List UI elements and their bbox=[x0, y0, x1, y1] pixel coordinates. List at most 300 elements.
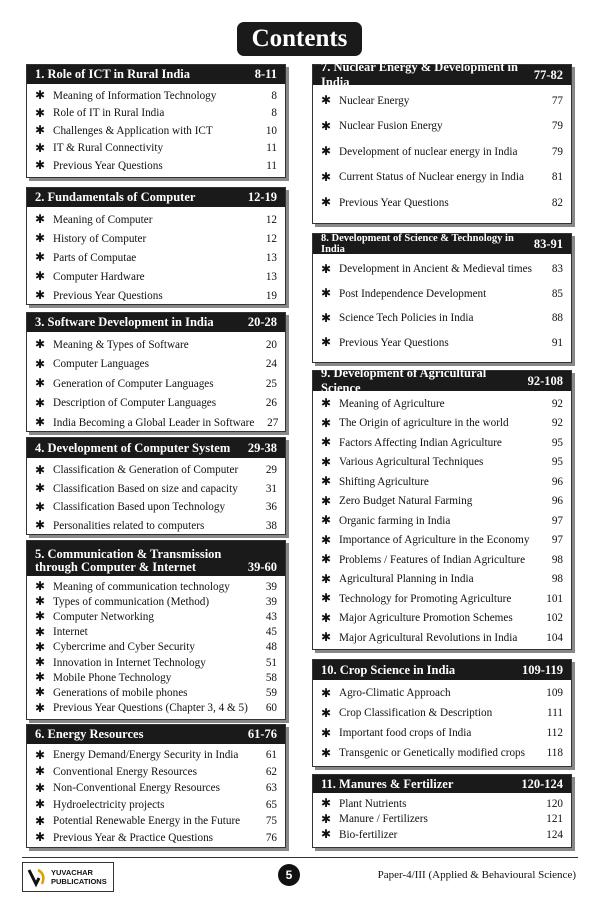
toc-entry-title: Current Status of Nuclear energy in India bbox=[339, 171, 524, 184]
bullet-icon: ✱ bbox=[321, 630, 332, 645]
toc-entry-title: Manure / Fertilizers bbox=[339, 813, 428, 826]
chapter-page-range: 120-124 bbox=[521, 776, 563, 791]
toc-entry-page: 121 bbox=[546, 813, 563, 826]
bullet-icon: ✱ bbox=[35, 518, 46, 533]
chapter-header bbox=[27, 188, 285, 207]
chapter-title: 11. Manures & Fertilizer bbox=[321, 776, 454, 791]
chapter-title: 7. Nuclear Energy & Development in India bbox=[321, 60, 518, 89]
toc-entry-page: 62 bbox=[265, 765, 277, 778]
bullet-icon: ✱ bbox=[321, 396, 332, 411]
publisher-logo bbox=[22, 862, 114, 892]
toc-entry-page: 88 bbox=[551, 312, 563, 325]
bullet-icon: ✱ bbox=[321, 685, 332, 700]
toc-entry-title: Personalities related to computers bbox=[53, 519, 205, 532]
toc-entry bbox=[35, 413, 277, 433]
toc-entry-page: 24 bbox=[265, 358, 277, 371]
toc-entry-title: Previous Year Questions (Chapter 3, 4 & 5) bbox=[53, 702, 248, 715]
toc-entry-page: 10 bbox=[265, 124, 277, 137]
toc-entry bbox=[321, 827, 563, 843]
toc-entry-title: India Becoming a Global Leader in Software bbox=[53, 416, 255, 429]
toc-entry-title: Nuclear Fusion Energy bbox=[339, 120, 443, 133]
toc-entry bbox=[35, 609, 277, 624]
toc-entry bbox=[35, 229, 277, 248]
bullet-icon: ✱ bbox=[321, 435, 332, 450]
toc-entry-title: Computer Networking bbox=[53, 610, 154, 623]
toc-entry-title: Zero Budget Natural Farming bbox=[339, 495, 473, 508]
bullet-icon: ✱ bbox=[35, 88, 46, 103]
bullet-icon: ✱ bbox=[35, 624, 46, 639]
bullet-icon: ✱ bbox=[35, 780, 46, 795]
toc-entry bbox=[321, 282, 563, 307]
toc-entry-page: 104 bbox=[546, 631, 563, 644]
bullet-icon: ✱ bbox=[321, 286, 332, 301]
toc-entry bbox=[35, 830, 277, 847]
toc-entry bbox=[35, 797, 277, 814]
toc-entry-title: Important food crops of India bbox=[339, 727, 472, 739]
bullet-icon: ✱ bbox=[35, 288, 46, 302]
toc-entry-page: 48 bbox=[265, 641, 277, 654]
toc-entry-title: Technology for Promoting Agriculture bbox=[339, 592, 512, 605]
toc-entry-title: Development in Ancient & Medieval times bbox=[339, 263, 532, 276]
bullet-icon: ✱ bbox=[321, 827, 332, 842]
toc-entry-page: 97 bbox=[551, 534, 563, 547]
toc-entry-page: 98 bbox=[551, 553, 563, 566]
bullet-icon: ✱ bbox=[35, 639, 46, 654]
toc-entry bbox=[35, 764, 277, 781]
left-section-1 bbox=[26, 64, 286, 178]
toc-entry bbox=[35, 374, 277, 394]
bullet-icon: ✱ bbox=[35, 356, 46, 371]
toc-entry-page: 58 bbox=[265, 671, 277, 684]
toc-entry-page: 26 bbox=[265, 397, 277, 410]
toc-entry-page: 77 bbox=[551, 94, 563, 107]
toc-entry bbox=[321, 88, 563, 114]
toc-entry-title: Classification Based upon Technology bbox=[53, 501, 226, 514]
left-section-5 bbox=[26, 540, 286, 720]
toc-entry-title: Previous Year Questions bbox=[53, 159, 163, 172]
bullet-icon: ✱ bbox=[35, 594, 46, 609]
bullet-icon: ✱ bbox=[35, 395, 46, 410]
toc-entry-title: Meaning of Information Technology bbox=[53, 89, 217, 102]
bullet-icon: ✱ bbox=[321, 811, 332, 826]
toc-entry bbox=[321, 531, 563, 551]
toc-entry bbox=[321, 589, 563, 609]
toc-entry-page: 11 bbox=[266, 159, 277, 172]
chapter-header bbox=[313, 775, 571, 793]
toc-entry-page: 92 bbox=[551, 397, 563, 410]
toc-entry-title: Previous Year & Practice Questions bbox=[53, 831, 214, 844]
right-section-1 bbox=[312, 60, 572, 224]
toc-entry bbox=[321, 796, 563, 812]
logo-icon bbox=[26, 866, 48, 888]
toc-entry bbox=[35, 105, 277, 123]
toc-entry-title: Bio-fertilizer bbox=[339, 828, 398, 841]
toc-entry bbox=[321, 609, 563, 629]
toc-entry bbox=[35, 498, 277, 517]
toc-entry-page: 59 bbox=[265, 686, 277, 699]
toc-entry bbox=[35, 248, 277, 267]
bullet-icon: ✱ bbox=[321, 335, 332, 350]
bullet-icon: ✱ bbox=[321, 705, 332, 720]
toc-entry-page: 92 bbox=[551, 417, 563, 430]
toc-entry-page: 76 bbox=[265, 831, 277, 844]
toc-entry bbox=[35, 210, 277, 229]
bullet-icon: ✱ bbox=[35, 337, 46, 352]
page-title: Contents bbox=[237, 22, 362, 56]
toc-entry-page: 25 bbox=[265, 377, 277, 390]
toc-entry bbox=[35, 355, 277, 375]
toc-entry bbox=[35, 640, 277, 655]
toc-entry bbox=[321, 331, 563, 356]
toc-entry-page: 13 bbox=[265, 270, 277, 283]
toc-entry-title: Crop Classification & Description bbox=[339, 707, 493, 719]
toc-entry-title: Problems / Features of Indian Agriculture bbox=[339, 553, 526, 566]
toc-entry-page: 60 bbox=[265, 702, 277, 715]
toc-entry-title: Parts of Computae bbox=[53, 251, 137, 264]
chapter-header bbox=[27, 313, 285, 332]
bullet-icon: ✱ bbox=[321, 118, 332, 133]
right-section-5 bbox=[312, 774, 572, 848]
bullet-icon: ✱ bbox=[321, 144, 332, 159]
toc-entry-page: 81 bbox=[551, 171, 563, 184]
toc-entry bbox=[321, 511, 563, 531]
chapter-header bbox=[27, 65, 285, 84]
toc-entry-title: Plant Nutrients bbox=[339, 797, 407, 810]
toc-entry-page: 79 bbox=[551, 145, 563, 158]
bullet-icon: ✱ bbox=[321, 195, 332, 210]
toc-entry bbox=[35, 157, 277, 175]
toc-entry-page: 112 bbox=[546, 727, 563, 739]
toc-entry-title: Cybercrime and Cyber Security bbox=[53, 641, 195, 654]
toc-entry bbox=[321, 139, 563, 165]
toc-entry-title: Challenges & Application with ICT bbox=[53, 124, 213, 137]
bullet-icon: ✱ bbox=[35, 269, 46, 283]
bullet-icon: ✱ bbox=[35, 813, 46, 828]
toc-entry-title: Organic farming in India bbox=[339, 514, 451, 527]
toc-entry-page: 96 bbox=[551, 495, 563, 508]
toc-entry-page: 51 bbox=[265, 656, 277, 669]
bullet-icon: ✱ bbox=[321, 169, 332, 184]
toc-entry-page: 8 bbox=[271, 107, 277, 120]
toc-entry-page: 97 bbox=[551, 514, 563, 527]
toc-entry-page: 91 bbox=[551, 336, 563, 349]
bullet-icon: ✱ bbox=[35, 481, 46, 496]
toc-entry-page: 39 bbox=[265, 580, 277, 593]
toc-entry bbox=[321, 433, 563, 453]
toc-entry-page: 65 bbox=[265, 798, 277, 811]
toc-entry-title: Post Independence Development bbox=[339, 287, 487, 300]
toc-entry bbox=[35, 701, 277, 716]
toc-entry-title: Description of Computer Languages bbox=[53, 397, 217, 410]
toc-entry bbox=[321, 703, 563, 723]
toc-entry bbox=[321, 628, 563, 648]
bullet-icon: ✱ bbox=[321, 493, 332, 508]
toc-entry-page: 120 bbox=[546, 797, 563, 810]
bullet-icon: ✱ bbox=[35, 670, 46, 685]
toc-entry bbox=[321, 453, 563, 473]
chapter-title: 2. Fundamentals of Computer bbox=[35, 190, 196, 204]
chapter-page-range: 39-60 bbox=[247, 560, 277, 574]
bullet-icon: ✱ bbox=[321, 310, 332, 325]
toc-entry-title: Generation of Computer Languages bbox=[53, 377, 214, 390]
toc-entry-page: 61 bbox=[265, 749, 277, 762]
bullet-icon: ✱ bbox=[321, 552, 332, 567]
toc-entry-page: 85 bbox=[551, 287, 563, 300]
toc-entry-title: Non-Conventional Energy Resources bbox=[53, 782, 220, 795]
toc-entry bbox=[321, 683, 563, 703]
left-section-4 bbox=[26, 437, 286, 535]
bullet-icon: ✱ bbox=[35, 212, 46, 226]
toc-entry bbox=[321, 165, 563, 191]
toc-entry bbox=[321, 492, 563, 512]
chapter-page-range: 8-11 bbox=[254, 67, 277, 81]
toc-entry-page: 20 bbox=[265, 338, 277, 351]
chapter-title: 8. Development of Science & Technology in India bbox=[321, 233, 514, 255]
toc-entry bbox=[321, 743, 563, 763]
left-section-6 bbox=[26, 724, 286, 848]
toc-entry bbox=[35, 267, 277, 286]
chapter-title: 6. Energy Resources bbox=[35, 727, 144, 741]
toc-entry-title: Agricultural Planning in India bbox=[339, 573, 474, 586]
toc-entry-title: Generations of mobile phones bbox=[53, 686, 188, 699]
toc-entry-title: Classification Based on size and capacity bbox=[53, 482, 238, 495]
bullet-icon: ✱ bbox=[35, 499, 46, 514]
toc-entry-page: 124 bbox=[546, 828, 563, 841]
bullet-icon: ✱ bbox=[35, 747, 46, 762]
toc-entry bbox=[35, 461, 277, 480]
bullet-icon: ✱ bbox=[35, 797, 46, 812]
bullet-icon: ✱ bbox=[321, 513, 332, 528]
toc-entry-page: 95 bbox=[551, 456, 563, 469]
toc-entry-page: 36 bbox=[265, 501, 277, 514]
page-number: 5 bbox=[278, 864, 300, 886]
toc-entry bbox=[35, 747, 277, 764]
toc-entry-page: 98 bbox=[551, 573, 563, 586]
toc-entry-title: Transgenic or Genetically modified crops bbox=[339, 747, 525, 759]
toc-entry bbox=[321, 570, 563, 590]
bullet-icon: ✱ bbox=[35, 376, 46, 391]
toc-entry bbox=[35, 594, 277, 609]
toc-entry bbox=[35, 685, 277, 700]
chapter-title: 10. Crop Science in India bbox=[321, 662, 456, 677]
toc-entry-page: 12 bbox=[265, 213, 277, 226]
bullet-icon: ✱ bbox=[321, 725, 332, 740]
logo-line-1: YUVACHAR bbox=[51, 868, 93, 877]
toc-entry-page: 12 bbox=[265, 232, 277, 245]
chapter-title: 5. Communication & Transmission through Computer & Internet bbox=[35, 547, 222, 574]
toc-entry bbox=[35, 335, 277, 355]
toc-entry-title: The Origin of agriculture in the world bbox=[339, 417, 509, 430]
bullet-icon: ✱ bbox=[321, 415, 332, 430]
right-section-2 bbox=[312, 233, 572, 363]
toc-entry-page: 96 bbox=[551, 475, 563, 488]
toc-entry-page: 75 bbox=[265, 815, 277, 828]
toc-entry-title: Various Agricultural Techniques bbox=[339, 456, 484, 469]
bullet-icon: ✱ bbox=[35, 123, 46, 138]
bullet-icon: ✱ bbox=[321, 261, 332, 276]
toc-entry-page: 39 bbox=[265, 595, 277, 608]
footer-divider bbox=[22, 857, 578, 858]
chapter-title: 1. Role of ICT in Rural India bbox=[35, 67, 191, 81]
bullet-icon: ✱ bbox=[35, 655, 46, 670]
chapter-title: 9. Development of Agricultural Science bbox=[321, 366, 487, 395]
toc-entry-page: 63 bbox=[265, 782, 277, 795]
chapter-header bbox=[27, 438, 285, 458]
toc-entry bbox=[321, 394, 563, 414]
toc-entry-title: Meaning of Agriculture bbox=[339, 397, 445, 410]
bullet-icon: ✱ bbox=[35, 140, 46, 155]
left-section-3 bbox=[26, 312, 286, 432]
bullet-icon: ✱ bbox=[35, 579, 46, 594]
toc-entry-page: 31 bbox=[265, 482, 277, 495]
chapter-page-range: 77-82 bbox=[533, 67, 563, 82]
chapter-page-range: 29-38 bbox=[247, 440, 277, 455]
toc-entry-title: Factors Affecting Indian Agriculture bbox=[339, 436, 502, 449]
bullet-icon: ✱ bbox=[321, 591, 332, 606]
chapter-header bbox=[313, 60, 571, 89]
toc-entry-title: Types of communication (Method) bbox=[53, 595, 210, 608]
right-section-4 bbox=[312, 659, 572, 767]
toc-entry-page: 11 bbox=[266, 142, 277, 155]
toc-entry bbox=[321, 190, 563, 216]
toc-entry-page: 101 bbox=[546, 592, 563, 605]
bullet-icon: ✱ bbox=[35, 685, 46, 700]
bullet-icon: ✱ bbox=[321, 610, 332, 625]
bullet-icon: ✱ bbox=[321, 532, 332, 547]
toc-entry bbox=[321, 550, 563, 570]
toc-entry bbox=[35, 655, 277, 670]
toc-entry bbox=[35, 579, 277, 594]
toc-entry-title: Development of nuclear energy in India bbox=[339, 145, 518, 158]
toc-entry bbox=[321, 723, 563, 743]
toc-entry-page: 102 bbox=[546, 612, 563, 625]
right-section-3 bbox=[312, 366, 572, 650]
toc-entry bbox=[35, 670, 277, 685]
bullet-icon: ✱ bbox=[321, 454, 332, 469]
toc-entry-page: 8 bbox=[271, 89, 277, 102]
toc-entry bbox=[321, 114, 563, 140]
toc-entry bbox=[35, 140, 277, 158]
chapter-page-range: 20-28 bbox=[247, 315, 277, 329]
toc-entry-page: 13 bbox=[265, 251, 277, 264]
toc-entry-page: 27 bbox=[267, 416, 279, 429]
bullet-icon: ✱ bbox=[35, 700, 46, 715]
paper-label: Paper-4/III (Applied & Behavioural Science) bbox=[377, 869, 576, 881]
bullet-icon: ✱ bbox=[35, 764, 46, 779]
toc-entry bbox=[35, 394, 277, 414]
chapter-page-range: 61-76 bbox=[247, 727, 277, 741]
toc-entry bbox=[35, 780, 277, 797]
toc-entry-page: 83 bbox=[551, 263, 563, 276]
toc-entry-page: 82 bbox=[551, 196, 563, 209]
toc-entry-page: 38 bbox=[265, 519, 277, 532]
toc-entry bbox=[35, 813, 277, 830]
toc-entry bbox=[321, 257, 563, 282]
toc-entry-title: Meaning & Types of Software bbox=[53, 338, 189, 351]
bullet-icon: ✱ bbox=[35, 158, 46, 173]
toc-entry-page: 111 bbox=[547, 707, 563, 719]
toc-entry-page: 79 bbox=[551, 120, 563, 133]
toc-entry-title: Role of IT in Rural India bbox=[53, 107, 165, 120]
toc-entry-title: Potential Renewable Energy in the Future bbox=[53, 815, 241, 828]
chapter-header bbox=[27, 541, 285, 576]
chapter-title: 3. Software Development in India bbox=[35, 315, 214, 329]
toc-entry-title: Internet bbox=[53, 626, 88, 639]
bullet-icon: ✱ bbox=[321, 571, 332, 586]
toc-entry-title: Innovation in Internet Technology bbox=[53, 656, 206, 669]
toc-entry bbox=[35, 517, 277, 536]
toc-entry bbox=[35, 87, 277, 105]
bullet-icon: ✱ bbox=[321, 745, 332, 760]
toc-entry bbox=[35, 480, 277, 499]
toc-entry-page: 43 bbox=[265, 610, 277, 623]
toc-entry-title: Previous Year Questions bbox=[339, 196, 449, 209]
toc-entry-page: 19 bbox=[265, 289, 277, 302]
chapter-page-range: 12-19 bbox=[247, 190, 277, 204]
toc-entry-title: Computer Languages bbox=[53, 358, 150, 371]
toc-entry bbox=[35, 286, 277, 305]
toc-entry bbox=[35, 122, 277, 140]
chapter-header bbox=[27, 725, 285, 744]
toc-entry bbox=[321, 414, 563, 434]
bullet-icon: ✱ bbox=[35, 231, 46, 245]
chapter-page-range: 83-91 bbox=[533, 236, 563, 251]
toc-entry-title: Previous Year Questions bbox=[339, 336, 449, 349]
toc-entry-title: Major Agriculture Promotion Schemes bbox=[339, 612, 513, 625]
chapter-page-range: 109-119 bbox=[522, 662, 563, 677]
chapter-header bbox=[313, 366, 571, 395]
toc-entry-page: 109 bbox=[546, 687, 563, 699]
toc-entry-title: Nuclear Energy bbox=[339, 94, 410, 107]
bullet-icon: ✱ bbox=[321, 93, 332, 108]
bullet-icon: ✱ bbox=[35, 415, 46, 430]
toc-entry-title: Conventional Energy Resources bbox=[53, 765, 197, 778]
bullet-icon: ✱ bbox=[35, 250, 46, 264]
toc-entry bbox=[35, 625, 277, 640]
toc-entry-title: IT & Rural Connectivity bbox=[53, 142, 164, 155]
logo-line-2: PUBLICATIONS bbox=[51, 877, 107, 886]
toc-entry-title: Importance of Agriculture in the Economy bbox=[339, 534, 530, 547]
bullet-icon: ✱ bbox=[35, 105, 46, 120]
toc-entry-title: Meaning of communication technology bbox=[53, 580, 230, 593]
bullet-icon: ✱ bbox=[321, 474, 332, 489]
toc-entry-title: Hydroelectricity projects bbox=[53, 798, 165, 811]
toc-entry-title: Science Tech Policies in India bbox=[339, 312, 474, 325]
toc-entry-title: Shifting Agriculture bbox=[339, 475, 429, 488]
bullet-icon: ✱ bbox=[35, 830, 46, 845]
toc-entry-title: History of Computer bbox=[53, 232, 147, 245]
toc-entry bbox=[321, 472, 563, 492]
toc-entry-title: Computer Hardware bbox=[53, 270, 145, 283]
toc-entry-title: Agro-Climatic Approach bbox=[339, 687, 451, 699]
toc-entry bbox=[321, 812, 563, 828]
left-section-2 bbox=[26, 187, 286, 305]
toc-entry bbox=[321, 306, 563, 331]
toc-entry-page: 45 bbox=[265, 626, 277, 639]
toc-entry-title: Energy Demand/Energy Security in India bbox=[53, 749, 239, 762]
toc-entry-title: Classification & Generation of Computer bbox=[53, 464, 239, 477]
chapter-header bbox=[313, 660, 571, 680]
toc-entry-title: Meaning of Computer bbox=[53, 213, 153, 226]
bullet-icon: ✱ bbox=[35, 609, 46, 624]
toc-entry-page: 118 bbox=[546, 747, 563, 759]
chapter-title: 4. Development of Computer System bbox=[35, 440, 231, 455]
bullet-icon: ✱ bbox=[321, 796, 332, 811]
toc-entry-page: 29 bbox=[265, 464, 277, 477]
chapter-page-range: 92-108 bbox=[527, 373, 563, 388]
toc-entry-title: Previous Year Questions bbox=[53, 289, 163, 302]
toc-entry-title: Major Agricultural Revolutions in India bbox=[339, 631, 518, 644]
